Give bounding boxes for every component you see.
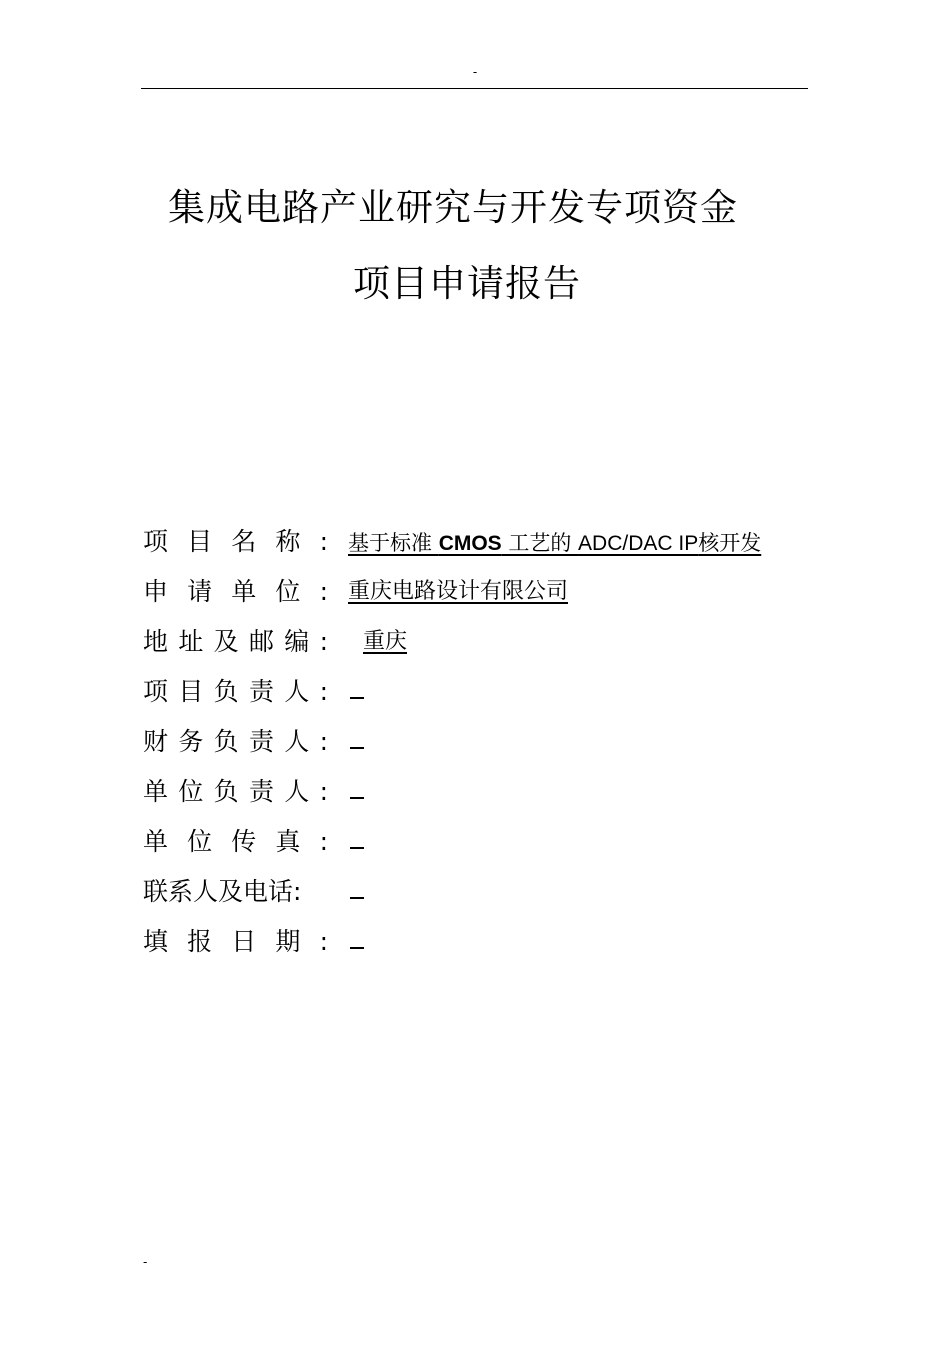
- field-label: 地 址 及 邮 编 :: [143, 627, 328, 656]
- field-label: 填 报 日 期 :: [143, 927, 328, 956]
- blank-line: [350, 797, 364, 799]
- field-unit-lead: [143, 772, 328, 812]
- blank-line: [350, 847, 364, 849]
- field-label: 单 位 负 责 人 :: [143, 777, 328, 806]
- field-project-lead: [143, 672, 328, 712]
- blank-line: [350, 897, 364, 899]
- blank-line: [350, 697, 364, 699]
- blank-line: [350, 747, 364, 749]
- value-text: 重庆电路设计有限公司: [348, 579, 569, 604]
- address-value: 重庆: [363, 629, 408, 654]
- value-part: 核开发: [698, 531, 762, 555]
- field-applicant: [143, 572, 569, 612]
- value-part: ADC/DAC IP: [578, 532, 699, 555]
- footer-mark: -: [143, 1255, 148, 1269]
- header-mark: -: [472, 65, 478, 79]
- value-part: CMOS: [438, 532, 502, 555]
- field-date: [143, 922, 328, 962]
- field-label: 项 目 名 称 :: [143, 527, 328, 556]
- document-title: 集成电路产业研究与开发专项资金: [168, 186, 738, 229]
- field-label: 财 务 负 责 人 :: [143, 727, 328, 756]
- field-project-name: [143, 522, 762, 562]
- project-name-value: [348, 523, 761, 564]
- document-subtitle: 项目申请报告: [353, 262, 581, 305]
- field-label: 联系人及电话:: [143, 877, 302, 906]
- field-contact: [143, 872, 328, 912]
- field-address: [143, 622, 408, 662]
- blank-line: [350, 947, 364, 949]
- field-label: 申 请 单 位 :: [143, 577, 328, 606]
- field-fax: [143, 822, 328, 862]
- header-rule: [141, 88, 808, 89]
- field-label: 项 目 负 责 人 :: [143, 677, 328, 706]
- value-part: 基于标准: [348, 531, 439, 555]
- applicant-value: [348, 572, 568, 612]
- value-part: 工艺的: [501, 531, 579, 555]
- field-label: 单 位 传 真 :: [143, 827, 328, 856]
- field-finance-lead: [143, 722, 328, 762]
